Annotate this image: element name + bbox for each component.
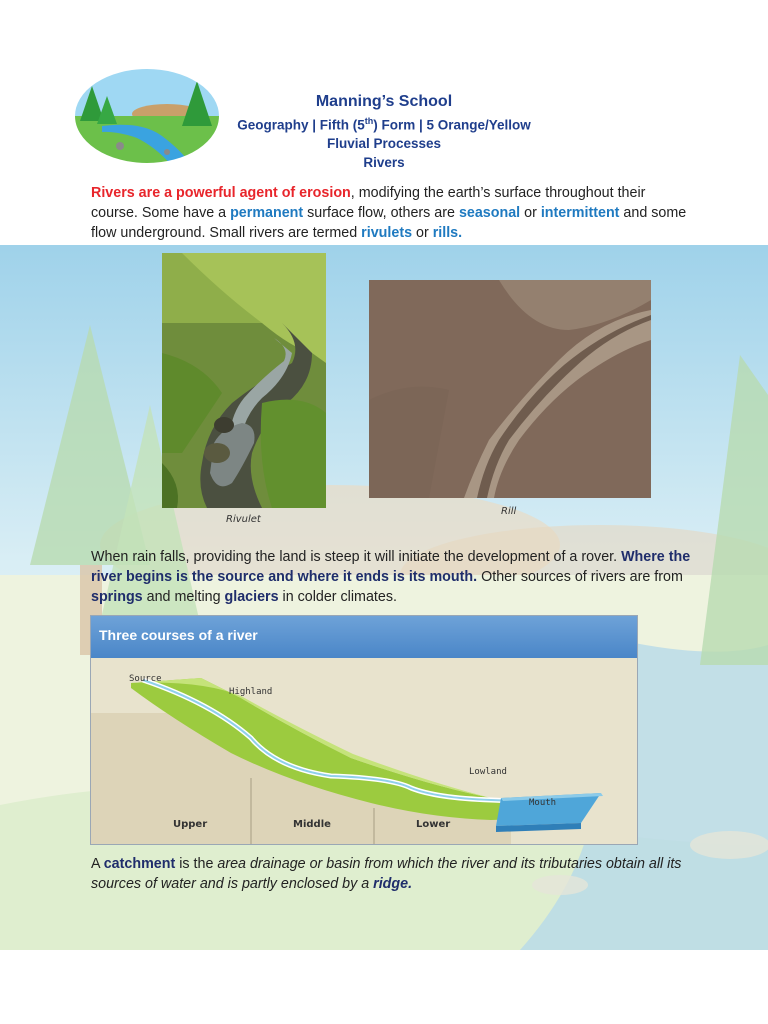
intro-text-3: and some flow underground. Small rivers are termed — [91, 205, 687, 241]
rill-caption: Rill — [501, 506, 517, 517]
diagram-body — [91, 658, 637, 844]
source-text-2: Other sources of rivers are from — [477, 569, 683, 585]
intro-text-2: surface flow, others are — [303, 205, 459, 221]
diagram-title: Three courses of a river — [99, 627, 258, 643]
label-mouth: Mouth — [529, 798, 557, 808]
label-upper: Upper — [173, 819, 208, 830]
topic-title: Fluvial Processes — [326, 136, 442, 151]
diagram-header-bar — [91, 616, 637, 658]
rivulet-photo — [162, 253, 326, 508]
school-name: Manning’s School — [315, 93, 453, 110]
river-profile-illustration — [91, 658, 637, 844]
subject-suffix: ) Form | 5 Orange/Yellow — [373, 117, 531, 133]
subject-line — [0, 116, 768, 133]
intermittent-term: intermittent — [540, 205, 620, 221]
glaciers-term: glaciers — [224, 589, 279, 605]
intro-paragraph — [91, 183, 691, 243]
seasonal-term: seasonal — [458, 205, 521, 221]
ridge-term: ridge. — [373, 876, 413, 892]
catchment-text-a: A — [91, 856, 104, 872]
catchment-text-is: is the — [175, 856, 218, 872]
rivulets-term: rivulets — [361, 225, 413, 241]
subject-superscript: th — [364, 116, 374, 126]
label-middle: Middle — [293, 819, 331, 830]
three-courses-diagram — [90, 615, 638, 845]
source-paragraph — [91, 547, 691, 607]
source-text-1: When rain falls, providing the land is steep it will initiate the development of a rover. — [91, 549, 622, 565]
label-highland: Highland — [229, 687, 273, 697]
permanent-term: permanent — [230, 205, 304, 221]
label-lower: Lower — [416, 819, 451, 830]
subject-prefix: Geography | Fifth (5 — [237, 117, 365, 133]
erosion-emphasis: Rivers are a powerful agent of erosion — [91, 185, 351, 201]
rivulet-caption: Rivulet — [226, 514, 261, 525]
rills-term: rills. — [432, 225, 463, 241]
catchment-paragraph — [91, 854, 691, 894]
catchment-definition: area drainage or basin from which the river and its tributaries obtain all its sources of water and is partly enclosed by a — [91, 856, 682, 892]
intro-text-1: , modifying the earth’s surface throughout their course. Some have a — [91, 185, 646, 221]
label-lowland: Lowland — [469, 767, 507, 777]
lesson-title: Rivers — [363, 155, 405, 170]
rill-photo — [369, 280, 651, 498]
catchment-term: catchment — [103, 856, 176, 872]
springs-term: springs — [91, 589, 143, 605]
source-mouth-statement: Where the river begins is the source and where it ends is its mouth. — [91, 549, 691, 585]
source-text-3: and melting — [142, 589, 225, 605]
source-text-4: in colder climates. — [278, 589, 397, 605]
label-source: Source — [129, 674, 162, 684]
intro-or-2: or — [412, 225, 433, 241]
intro-or-1: or — [520, 205, 541, 221]
